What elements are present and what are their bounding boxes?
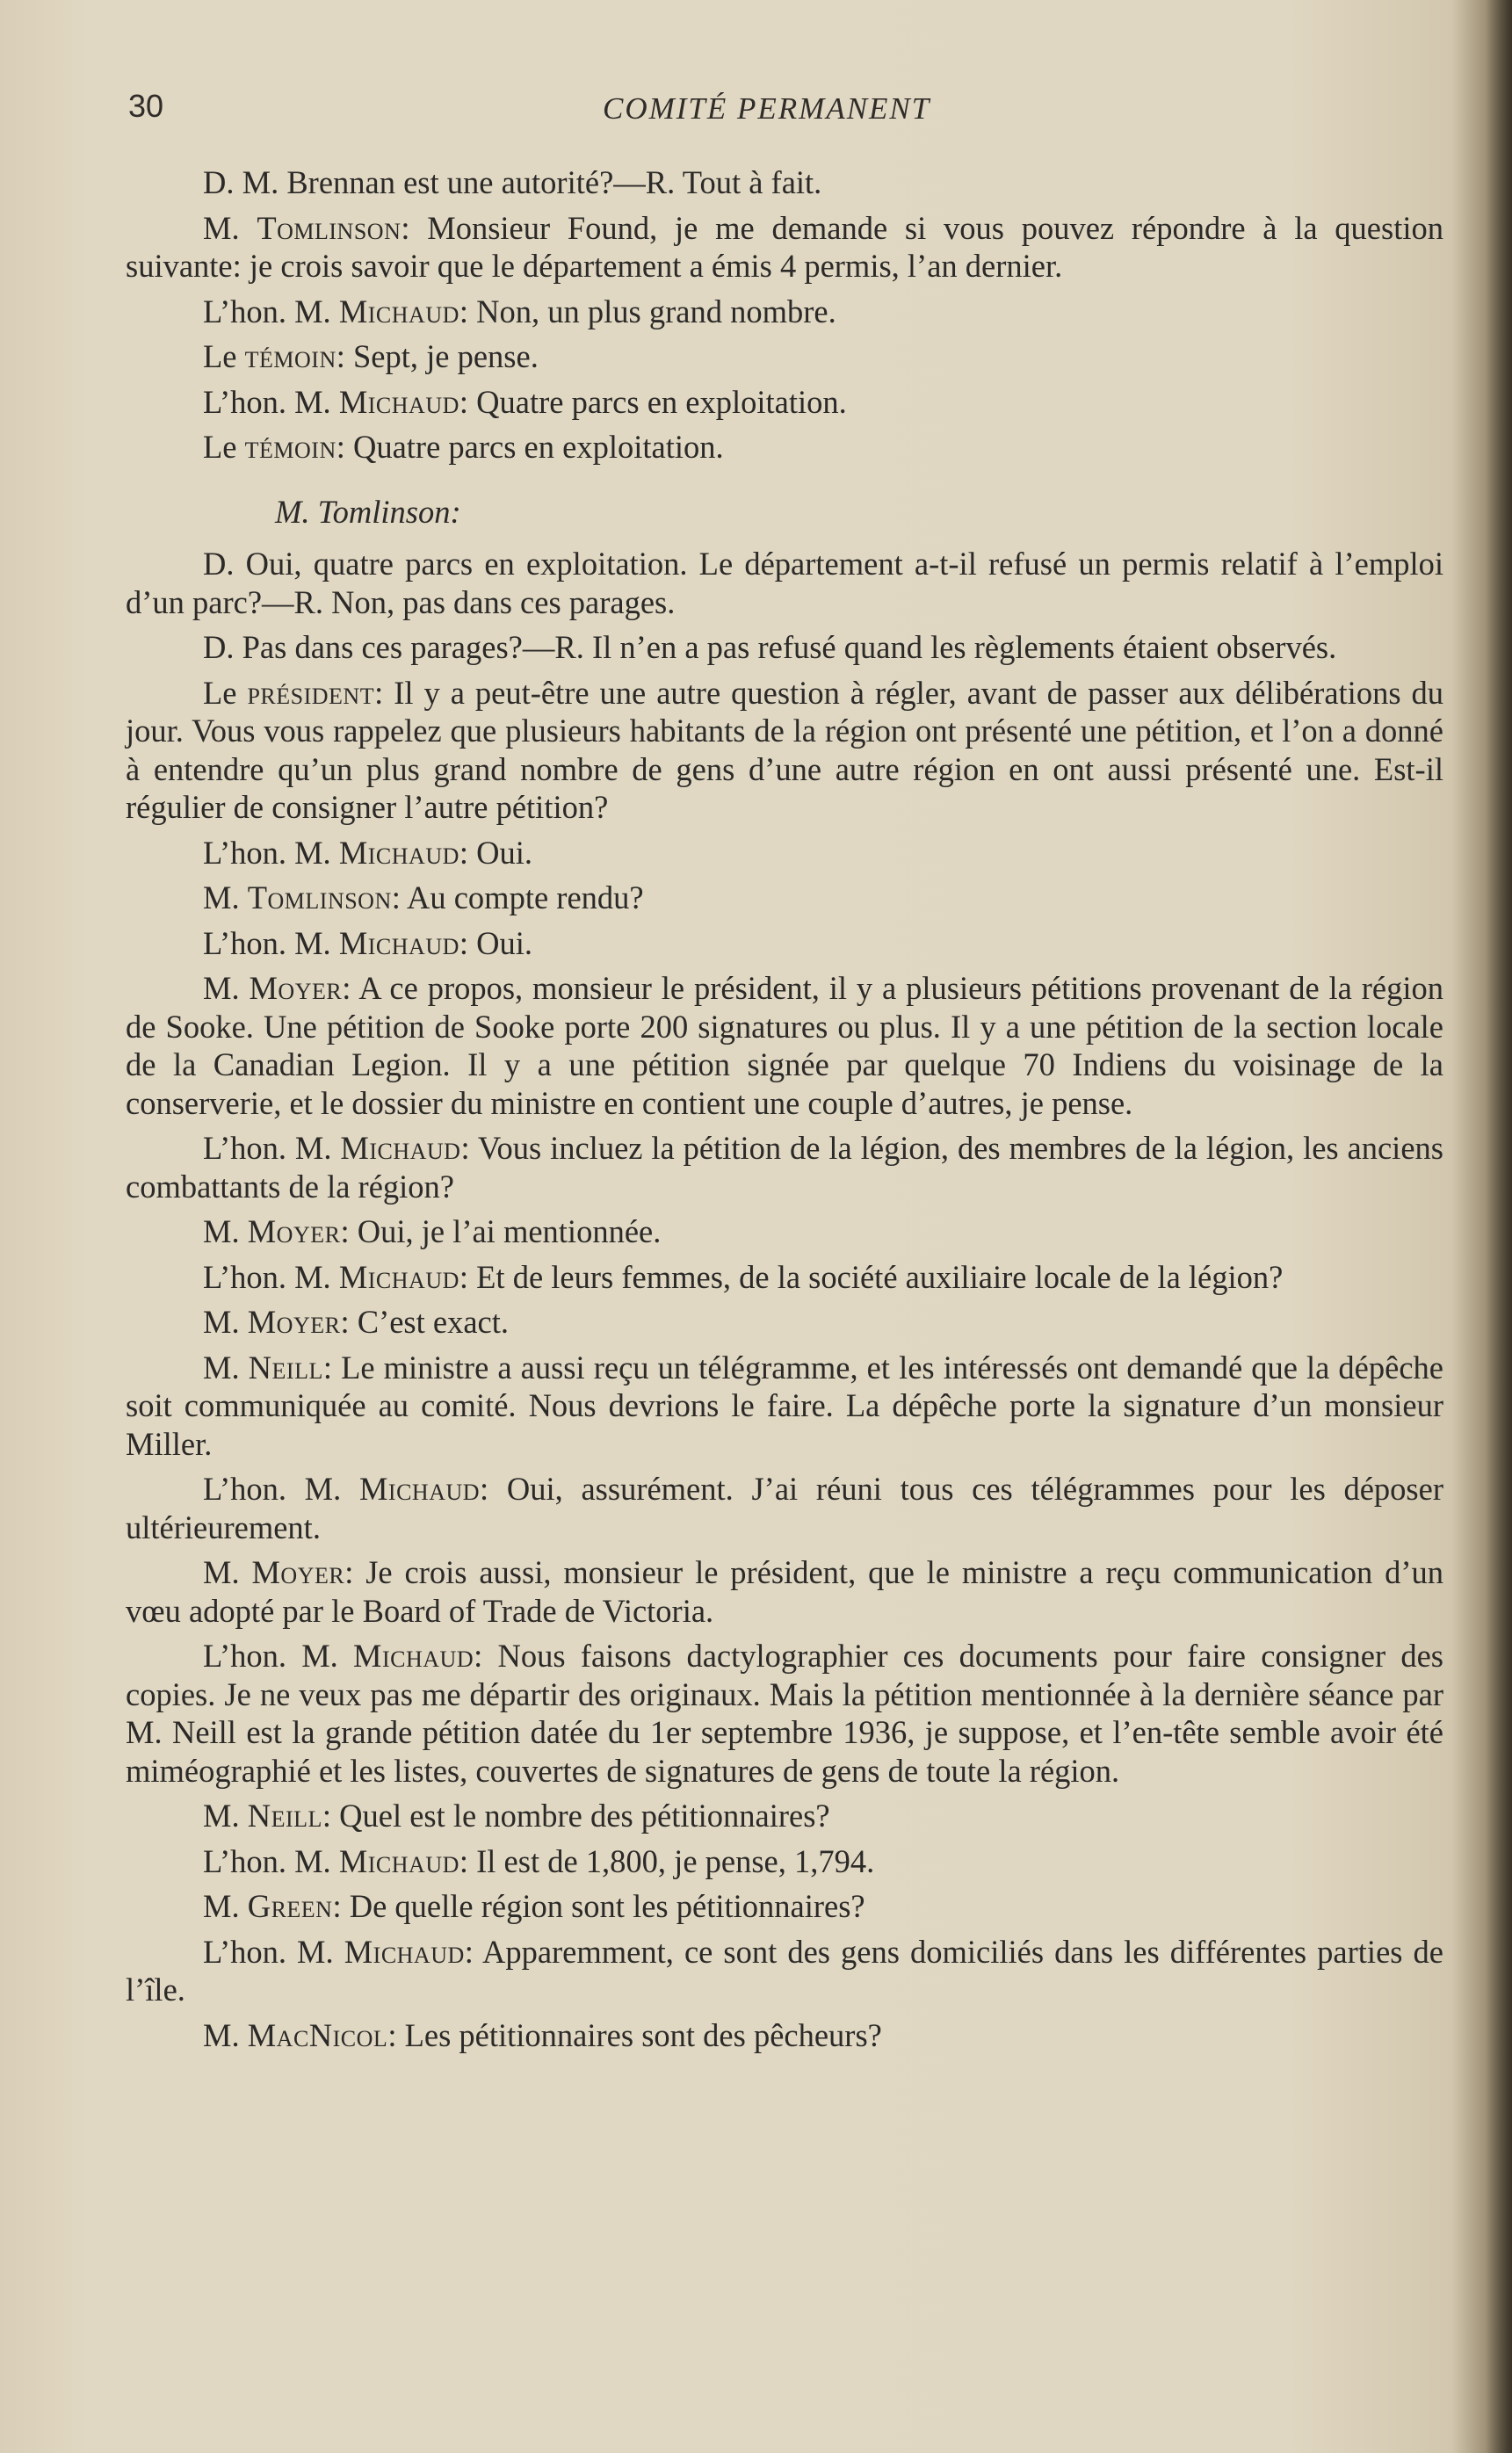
paragraph-text: : Vous incluez la pétition de la légion, des membres de la légion, les anciens combattants de la région? bbox=[126, 1130, 1443, 1205]
transcript-paragraph bbox=[126, 1887, 1443, 1926]
speaker-name: Michaud bbox=[338, 293, 459, 329]
paragraph-text: L’hon. M. bbox=[203, 924, 339, 961]
transcript-paragraph bbox=[126, 969, 1443, 1122]
paragraph-text: M. bbox=[203, 1349, 249, 1386]
speaker-name: témoin bbox=[244, 429, 336, 465]
paragraph-text: : A ce propos, monsieur le président, il y a plusieurs pétitions provenant de la région de Sooke. Une pétition de Sooke porte 200 signatures ou plus. Il y a une pétition de la section locale de la Canadian Legion. Il y a une pétition signée par quelque 70 Indiens du voisinage de la conserverie, et le dossier du ministre en contient une couple d’autres, je pense. bbox=[126, 970, 1444, 1121]
paragraph-text: : Oui, assurément. J’ai réuni tous ces télégrammes pour les déposer ultérieurement. bbox=[126, 1471, 1443, 1545]
page-header bbox=[128, 88, 1446, 141]
transcript-paragraph bbox=[126, 1842, 1443, 1881]
transcript-paragraph bbox=[126, 163, 1443, 202]
speaker-name: Michaud bbox=[353, 1638, 474, 1674]
paragraph-text: M. bbox=[203, 209, 257, 246]
paragraph-text: L’hon. M. bbox=[203, 1130, 341, 1166]
speaker-name: MacNicol bbox=[247, 2016, 388, 2053]
paragraph-text: M. bbox=[203, 970, 250, 1006]
transcript-body bbox=[126, 163, 1443, 2061]
paragraph-text: : Nous faisons dactylographier ces documents pour faire consigner des copies. Je ne veux pas me départir des originaux. Mais la pétition mentionnée à la dernière séance par M. Neill est la grande pétition datée du 1er septembre 1936, je suppose, et l’en-tête semble avoir été miméographié et les listes, couvertes de signatures de gens de toute la région. bbox=[126, 1638, 1443, 1789]
transcript-paragraph bbox=[126, 428, 1443, 467]
speaker-name: Green bbox=[247, 1888, 333, 1924]
transcript-paragraph bbox=[126, 293, 1443, 331]
speaker-name: Tomlinson bbox=[257, 209, 402, 246]
paragraph-text: : Au compte rendu? bbox=[391, 879, 644, 915]
paragraph-text: D. Pas dans ces parages?—R. Il n’en a pas refusé quand les règlements étaient observés. bbox=[203, 629, 1337, 665]
transcript-paragraph bbox=[126, 924, 1443, 963]
paragraph-text: L’hon. M. bbox=[203, 1842, 339, 1879]
paragraph-text: D. M. Brennan est une autorité?—R. Tout à fait. bbox=[203, 164, 822, 200]
speaker-name: Moyer bbox=[247, 1213, 341, 1249]
speaker-name: Neill bbox=[248, 1349, 323, 1386]
transcript-paragraph bbox=[126, 1797, 1443, 1835]
paragraph-text: L’hon. M. bbox=[203, 1638, 354, 1674]
transcript-paragraph bbox=[126, 1553, 1443, 1630]
paragraph-text: : Il est de 1,800, je pense, 1,794. bbox=[459, 1842, 875, 1879]
transcript-paragraph bbox=[126, 2016, 1443, 2055]
paragraph-text: D. Oui, quatre parcs en exploitation. Le département a-t-il refusé un permis relatif à l’emploi d’un parc?—R. Non, pas dans ces parages. bbox=[126, 546, 1443, 620]
speaker-name: Michaud bbox=[344, 1933, 465, 1970]
paragraph-text: : Oui. bbox=[459, 834, 533, 871]
paragraph-text: M. bbox=[203, 1888, 248, 1924]
transcript-paragraph bbox=[126, 834, 1443, 872]
transcript-paragraph bbox=[126, 383, 1443, 422]
paragraph-text: M. bbox=[203, 2016, 248, 2053]
speaker-name: Moyer bbox=[249, 970, 343, 1006]
paragraph-text: : Et de leurs femmes, de la société auxiliaire locale de la légion? bbox=[459, 1258, 1284, 1295]
transcript-paragraph bbox=[126, 1933, 1443, 2009]
transcript-paragraph bbox=[126, 674, 1443, 827]
transcript-paragraph bbox=[126, 209, 1443, 286]
transcript-paragraph bbox=[126, 1303, 1443, 1342]
paragraph-text: L’hon. M. bbox=[203, 383, 339, 420]
paragraph-text: : Monsieur Found, je me demande si vous pouvez répondre à la question suivante: je crois savoir que le département a émis 4 permis, l’an dernier. bbox=[126, 209, 1443, 284]
page-binding-edge bbox=[1486, 0, 1512, 2453]
speaker-name: Michaud bbox=[338, 1842, 459, 1879]
paragraph-text: : Quatre parcs en exploitation. bbox=[459, 383, 847, 420]
paragraph-text: M. bbox=[203, 1304, 248, 1340]
speaker-name: Moyer bbox=[251, 1554, 345, 1590]
transcript-paragraph bbox=[126, 879, 1443, 917]
paragraph-text: L’hon. M. bbox=[203, 1933, 344, 1970]
speaker-name: Michaud bbox=[340, 1130, 461, 1166]
transcript-paragraph bbox=[126, 1470, 1443, 1546]
paragraph-text: : Les pétitionnaires sont des pêcheurs? bbox=[387, 2016, 882, 2053]
paragraph-text: M. bbox=[203, 1213, 248, 1249]
transcript-paragraph bbox=[126, 337, 1443, 376]
running-title: COMITÉ PERMANENT bbox=[603, 91, 931, 126]
paragraph-text: Le bbox=[203, 338, 245, 374]
paragraph-text: : Oui. bbox=[459, 924, 533, 961]
page-number: 30 bbox=[128, 88, 164, 124]
transcript-paragraph bbox=[126, 1129, 1443, 1205]
italic-text: M. Tomlinson: bbox=[275, 493, 461, 530]
speaker-name: Michaud bbox=[338, 924, 459, 961]
paragraph-text: : Apparemment, ce sont des gens domiciliés dans les différentes parties de l’île. bbox=[126, 1933, 1443, 2008]
section-subheading bbox=[126, 493, 1443, 532]
paragraph-text: M. bbox=[203, 1554, 252, 1590]
transcript-paragraph bbox=[126, 628, 1443, 667]
speaker-name: Tomlinson bbox=[247, 879, 392, 915]
paragraph-text: M. bbox=[203, 879, 248, 915]
transcript-paragraph bbox=[126, 1349, 1443, 1464]
paragraph-text: : De quelle région sont les pétitionnaires? bbox=[332, 1888, 865, 1924]
paragraph-text: L’hon. M. bbox=[203, 1258, 339, 1295]
paragraph-text: M. bbox=[203, 1798, 248, 1834]
speaker-name: président bbox=[247, 674, 375, 711]
paragraph-text: : Quel est le nombre des pétitionnaires? bbox=[322, 1798, 830, 1834]
paragraph-text: : Je crois aussi, monsieur le président, que le ministre a reçu communication d’un vœu adopté par le Board of Trade de Victoria. bbox=[126, 1554, 1443, 1629]
transcript-paragraph bbox=[126, 545, 1443, 621]
paragraph-text: : Il y a peut-être une autre question à régler, avant de passer aux délibérations du jour. Vous vous rappelez que plusieurs habitants de la région ont présenté une pétition, et l’on a donné à entendre qu’un plus grand nombre de gens d’une autre région en ont aussi présenté une. Est-il régulier de consigner l’autre pétition? bbox=[126, 674, 1443, 825]
paragraph-text: L’hon. M. bbox=[203, 293, 339, 329]
paragraph-text: Le bbox=[203, 674, 248, 711]
speaker-name: Michaud bbox=[338, 383, 459, 420]
speaker-name: Michaud bbox=[338, 834, 459, 871]
paragraph-text: : Non, un plus grand nombre. bbox=[459, 293, 836, 329]
paragraph-text: : Sept, je pense. bbox=[336, 338, 539, 374]
paragraph-text: : Oui, je l’ai mentionnée. bbox=[340, 1213, 662, 1249]
paragraph-text: L’hon. M. bbox=[203, 1471, 359, 1507]
paragraph-text: Le bbox=[203, 429, 245, 465]
transcript-paragraph bbox=[126, 1212, 1443, 1251]
paragraph-text: L’hon. M. bbox=[203, 834, 339, 871]
speaker-name: Moyer bbox=[247, 1304, 341, 1340]
transcript-paragraph bbox=[126, 1637, 1443, 1790]
speaker-name: Michaud bbox=[338, 1258, 459, 1295]
speaker-name: Michaud bbox=[358, 1471, 481, 1507]
transcript-paragraph bbox=[126, 1258, 1443, 1297]
speaker-name: Neill bbox=[247, 1798, 322, 1834]
paragraph-text: : Quatre parcs en exploitation. bbox=[336, 429, 724, 465]
paragraph-text: : Le ministre a aussi reçu un télégramme, et les intéressés ont demandé que la dépêche soit communiquée au comité. Nous devrions le faire. La dépêche porte la signature d’un monsieur Miller. bbox=[126, 1349, 1443, 1462]
speaker-name: témoin bbox=[244, 338, 336, 374]
paragraph-text: : C’est exact. bbox=[340, 1304, 510, 1340]
